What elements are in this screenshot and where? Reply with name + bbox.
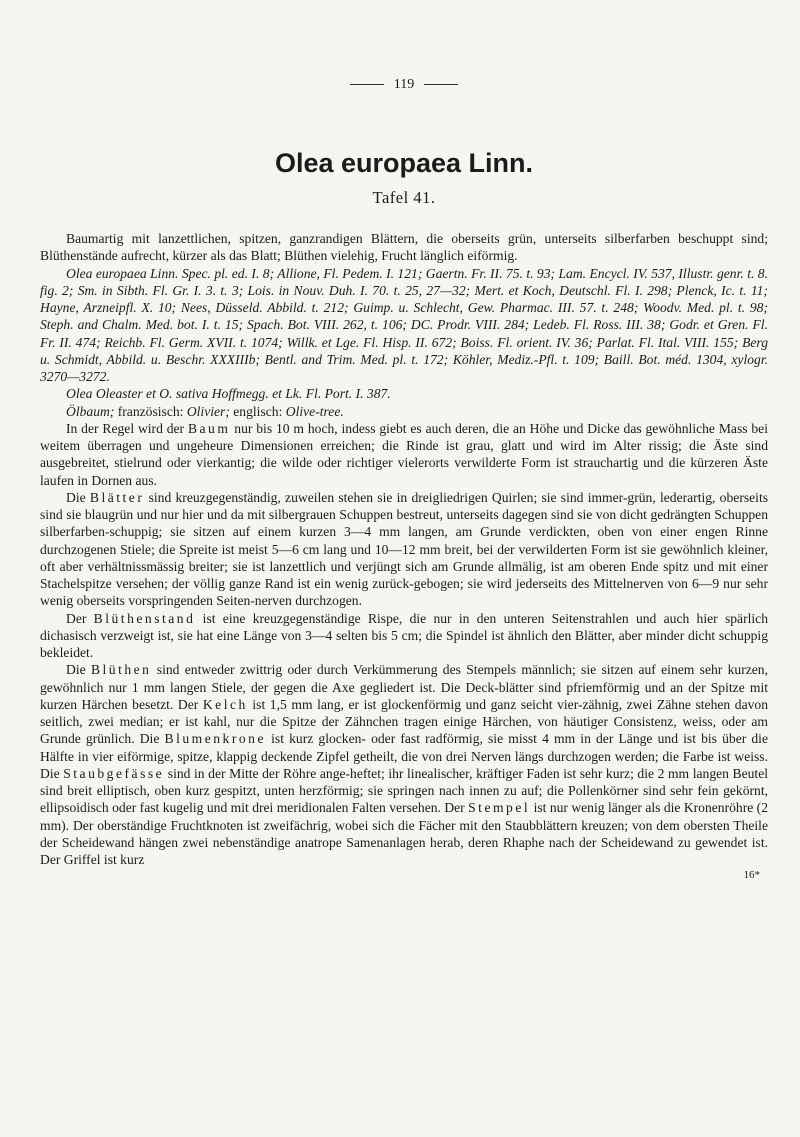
names-sep-2: englisch: [229,403,286,419]
leaves-paragraph [40,489,768,610]
page-header [40,77,768,93]
common-names-paragraph [40,403,768,420]
term-blaetter: Blätter [89,489,145,505]
name-french: Olivier; [186,403,230,419]
term-bluethenstand: Blüthenstand [93,610,196,626]
synonym-paragraph: Olea Oleaster et O. sativa Hoffmegg. et Lk. Fl. Port. I. 387. [66,386,391,402]
flowers-text-e: ist nur wenig länger als die Kronenröhre (2 mm). Der oberständige Fruchtknoten ist zweifächrig, wobei sich die Fächer mit den Staubblättern kreuzen; von dem obersten Theile der Scheidewand hängen zwei nebenständige anatrope Samenanlagen herab, deren Rhaphe nach der Scheidewand zu gewendet ist. Der Griffel ist kurz [40,800,768,867]
synonymy-paragraph: Olea europaea Linn. Spec. pl. ed. I. 8; Allione, Fl. Pedem. I. 121; Gaertn. Fr. II. 75. t. 93; Lam. Encycl. IV. 537, Illustr. genr. t. 8. fig. 2; Sm. in Sibth. Fl. Gr. I. 3. t. 3; Lois. in Nouv. Duh. I. 70. t. 25, 27—32; Mert. et Koch, Deutschl. Fl. I. 298; Plenck, Ic. t. 11; Hayne, Arzneipfl. X. 10; Nees, Düsseld. Abbild. t. 212; Guimp. u. Schlecht, Gew. Pharmac. III. 57. t. 248; Woodv. Med. pl. t. 98; Steph. and Chalm. Med. bot. I. t. 15; Spach. Bot. VIII. 262, t. 106; DC. Prodr. VIII. 284; Ledeb. Fl. Ross. III. 38; Godr. et Gren. Fl. Fr. II. 474; Reichb. Fl. Germ. XVII. t. 1074; Willk. et Lge. Fl. Hisp. II. 672; Boiss. Fl. orient. IV. 36; Parlat. Fl. Ital. VIII. 155; Berg u. Schmidt, Abbild. u. Beschr. XXXIIIb; Bentl. and Trim. Med. pl. t. 172; Köhler, Mediz.-Pfl. t. 109; Baill. Bot. méd. 1304, xylogr. 3270—3272. [40,265,768,384]
tree-text: nur bis 10 m hoch, indess giebt es auch deren, die an Höhe und Dicke das gewöhnliche Mass bei weitem überragen und ungeheure Dimensionen erreichen; die Rinde ist grau, glatt und wird im Alter rissig; die Äste sind ausgebreitet, stielrund oder vierkantig; die wilde oder richtiger vielerorts verwilderte Form ist strauchartig und die kürzeren Äste laufen in Dornen aus. [40,420,768,488]
inflorescence-lead: Der [66,610,94,626]
names-sep-1: französisch: [114,403,187,419]
term-stempel: Stempel [468,800,531,816]
signature-mark: 16* [743,869,760,882]
inflorescence-paragraph [40,610,768,662]
term-blumenkrone: Blumenkrone [164,731,266,747]
name-german: Ölbaum; [66,403,115,419]
tree-paragraph [40,420,768,489]
name-english: Olive-tree. [285,403,344,419]
plate-label: Tafel 41. [372,188,436,207]
flowers-text-d: sind in der Mitte der Röhre ange-heftet; ihr linealischer, kräftiger Faden ist sehr kurz; die 2 mm langen Beutel sind breit elliptisch, oben kurz gespitzt, unten herzförmig; sie springen nach innen zu auf; die Pollenkörner sind sehr fein gekörnt, ellipsoidisch oder fast kugelig und mit drei meridionalen Falten versehen. Der [40,765,769,816]
article-body [40,230,768,882]
page-number: 119 [393,77,415,92]
flowers-text-b: ist 1,5 mm lang, er ist glockenförmig und ganz seicht vier-zähnig, zwei Zähne stehen davon seitlich, zwei median; er ist kahl, nur die Spitze der Zähnchen tragen einige Härchen, von häutiger Consistenz, weiss, oder am Grunde grünlich. Die [40,696,768,747]
page-title: Olea europaea Linn. [274,148,534,178]
leaves-lead: Die [66,489,90,505]
flowers-text-c: ist kurz glocken- oder fast radförmig, sie misst 4 mm in der Länge und ist bis über die Hälfte in vier eiförmige, spitze, klappig deckende Zipfel getheilt, die von drei Nerven längs durchzogen werden; die Farbe ist weiss. Die [40,731,768,781]
term-staubgefaesse: Staubgefässe [63,765,165,781]
flowers-text-a: sind entweder zwittrig oder durch Verkümmerung des Stempels männlich; sie sitzen auf einem sehr kurzen, gewöhnlich nur 1 mm langen Stiele, der gegen die Axe gegliedert ist. Die Deck-blätter sind pfriemförmig und an der Spitze mit kurzen Härchen besetzt. Der [40,662,768,712]
flowers-lead: Die [66,662,91,678]
term-baum: Baum [187,420,231,436]
header-rule-left [350,84,384,85]
header-rule-right [424,84,458,85]
term-bluethen: Blüthen [90,662,152,678]
tree-lead: In der Regel wird der [66,420,188,436]
term-kelch: Kelch [202,696,248,712]
flowers-paragraph [40,661,768,868]
inflorescence-text: ist eine kreuzgegenständige Rispe, die nur in den unteren Seitenstrahlen und auch hier spärlich dichasisch verzweigt ist, sie hat eine Länge von 3—4 selten bis 5 cm; die Spindel ist ähnlich den Blätter, aber minder dicht schuppig bekleidet. [40,610,768,660]
diagnosis-paragraph: Baumartig mit lanzettlichen, spitzen, ganzrandigen Blättern, die oberseits grün, unterseits silberfarben beschuppt sind; Blüthenstände aufrecht, kürzer als das Blatt; Blüthen vielehig, Frucht länglich eiförmig. [40,231,768,264]
leaves-text: sind kreuzgegenständig, zuweilen stehen sie in dreigliedrigen Quirlen; sie sind immer-grün, lederartig, oberseits sind sie blaugrün und nur hier und da mit silbergrauen Schuppen bestreut, unterseits dagegen sind sie von dicht gedrängten Schuppen silberfarben-schuppig; sie sitzen auf einem kurzen 3—4 mm langen, am Grunde verdickten, oben von einer engen Rinne durchzogenen Stiele; die Spreite ist meist 5—6 cm lang und 10—12 mm breit, bei der verwilderten Form ist sie gewöhnlich kleiner, oft aber verhältnissmässig breiter; sie ist lanzettlich und verjüngt sich am Grunde allmälig, ist am oberen Ende spitz und mit einer Stachelspitze versehen; der völlig ganze Rand ist ein wenig zurück-gebogen; sie wird jederseits des Mittelnerven von 6—9 nur sehr wenig oberseits vorspringenden Seiten-nerven durchzogen. [40,489,769,609]
